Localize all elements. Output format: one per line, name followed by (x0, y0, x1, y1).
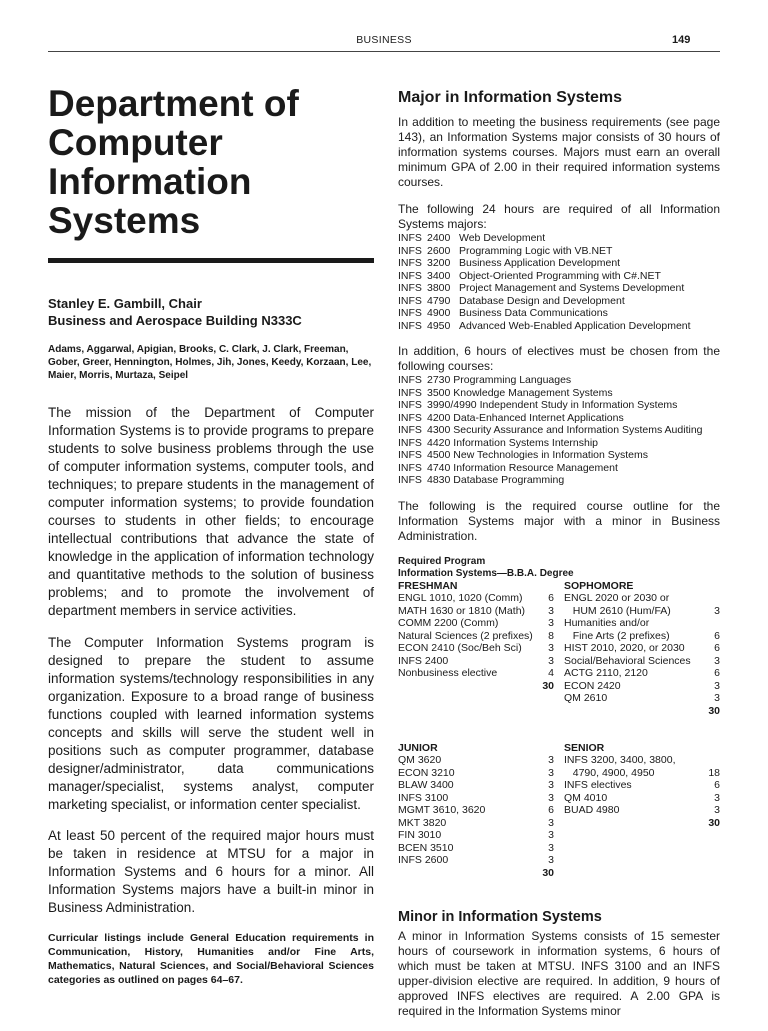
course-name: INFS 3200, 3400, 3800, (564, 754, 676, 766)
faculty-list: Adams, Aggarwal, Apigian, Brooks, C. Clark, J. Clark, Freeman, Gober, Greer, Hennington, Holmes, Jih, Jones, Keedy, Korzaan, Lee, Maier, Morris, Murtaza, Seipel (48, 344, 372, 381)
chair-block (48, 295, 374, 329)
course-hours: 3 (548, 654, 554, 667)
course-row: INFS 3400 Object-Oriented Programming with C#.NET (398, 269, 661, 282)
course-name: COMM 2200 (Comm) (398, 617, 499, 629)
course-row: INFS 4900 Business Data Communications (398, 307, 608, 319)
department-title (48, 84, 374, 240)
course-row: INFS 4420 Information Systems Internship (398, 436, 599, 449)
course-name: BLAW 3400 (398, 779, 454, 791)
course-name: 4790, 4900, 4950 (564, 766, 655, 779)
year-heading: SENIOR (564, 741, 605, 754)
course-hours: 3 (714, 654, 720, 667)
major-heading: Major in Information Systems (398, 89, 623, 106)
course-hours: 6 (714, 779, 720, 791)
course-hours-row (564, 804, 720, 817)
course-hours-row (564, 754, 720, 767)
required-course-list (398, 232, 691, 332)
header-rule (48, 51, 720, 52)
course-hours (704, 592, 720, 605)
course-hours: 3 (548, 829, 554, 841)
total-hours: 30 (708, 704, 720, 717)
course-hours-row (564, 667, 720, 680)
course-hours: 3 (714, 804, 720, 816)
year-heading: SOPHOMORE (564, 579, 634, 592)
course-name: ECON 2420 (564, 679, 621, 692)
total-hours: 30 (542, 679, 554, 692)
gen-ed-note: Curricular listings include General Education requirements in Communication, History, Humanities and/or Fine Arts, Mathematics, Natural Sciences, and Social/Behavioral Sciences categories as outlined on pages 64–67. (48, 932, 374, 986)
course-hours: 3 (548, 854, 554, 866)
elective-course-list (398, 374, 703, 487)
course-hours-row (398, 804, 554, 817)
outline-intro: The following is the required course outline for the Information Systems major with a minor in Business Administration. (398, 498, 720, 543)
course-hours-row (398, 779, 554, 792)
total-hours: 30 (542, 866, 554, 879)
course-hours: 6 (548, 804, 554, 816)
course-row: INFS 4300 Security Assurance and Information Systems Auditing (398, 424, 703, 436)
course-hours-row (564, 605, 720, 618)
course-hours-row (398, 667, 554, 680)
course-hours: 6 (548, 592, 554, 604)
minor-heading: Minor in Information Systems (398, 908, 602, 925)
required-intro: The following 24 hours are required of all Information Systems majors: (398, 202, 720, 231)
course-hours: 3 (548, 754, 554, 766)
course-name: QM 3620 (398, 754, 442, 766)
course-name: ECON 2410 (Soc/Beh Sci) (398, 642, 522, 654)
total-hours: 30 (708, 816, 720, 829)
course-hours: 3 (548, 766, 554, 779)
course-hours: 8 (548, 629, 554, 642)
mission-paragraph: The mission of the Department of Computer Information Systems is to provide programs to prepare students to solve business problems through the use of computer information systems, computer tools, and techniques; to prepare students in the management of computer information systems; to provide foundation courses to students in other fields; to encourage intellectual contributions that advance the state of knowledge in the application of information technology and quantitative methods to the solution of business problems; and to promote the involvement of department members in service activities. (48, 405, 374, 618)
course-hours-row (398, 605, 554, 618)
junior-column (398, 742, 554, 880)
page-number: 149 (672, 34, 691, 46)
course-hours-row (398, 617, 554, 630)
course-hours (704, 754, 720, 767)
year-heading: JUNIOR (398, 741, 438, 754)
year-heading: FRESHMAN (398, 579, 458, 592)
chair-office: Business and Aerospace Building N333C (48, 313, 302, 328)
course-hours-row (564, 617, 720, 630)
course-name: QM 2610 (564, 692, 608, 704)
course-name: Social/Behavioral Sciences (564, 654, 691, 667)
course-hours: 3 (714, 679, 720, 692)
course-hours: 3 (548, 816, 554, 829)
course-name: ENGL 2020 or 2030 or (564, 592, 670, 604)
course-name: FIN 3010 (398, 829, 442, 841)
electives-intro: In addition, 6 hours of electives must be chosen from the following courses: (398, 344, 720, 373)
total-row (398, 867, 554, 880)
course-hours: 18 (708, 766, 720, 779)
course-hours: 3 (548, 617, 554, 629)
title-line: Department of (48, 83, 299, 124)
course-row: INFS 2600 Programming Logic with VB.NET (398, 244, 613, 257)
year-grid-bottom (398, 742, 720, 910)
course-hours: 4 (548, 667, 554, 679)
course-hours: 6 (714, 642, 720, 654)
year-grid-top (398, 580, 720, 742)
course-hours: 3 (548, 604, 554, 617)
title-rule (48, 258, 374, 263)
course-hours-row (398, 754, 554, 767)
course-hours-row (398, 642, 554, 655)
course-hours-row (398, 630, 554, 643)
course-name: MKT 3820 (398, 816, 447, 829)
course-row: INFS 3500 Knowledge Management Systems (398, 386, 613, 399)
total-row (398, 680, 554, 693)
course-name: HIST 2010, 2020, or 2030 (564, 642, 685, 654)
right-column (398, 90, 720, 1031)
running-header-section: BUSINESS (356, 34, 412, 46)
total-row (564, 817, 720, 830)
course-name: Natural Sciences (2 prefixes) (398, 629, 533, 642)
course-name: MATH 1630 or 1810 (Math) (398, 604, 526, 617)
course-name: ECON 3210 (398, 766, 455, 779)
course-hours: 3 (714, 791, 720, 804)
course-name: ENGL 1010, 1020 (Comm) (398, 592, 523, 604)
course-name: Humanities and/or (564, 617, 650, 629)
course-name: INFS electives (564, 779, 632, 791)
course-row: INFS 4790 Database Design and Development (398, 294, 625, 307)
chair-name: Stanley E. Gambill, Chair (48, 296, 202, 311)
degree-label: Information Systems—B.B.A. Degree (398, 567, 574, 579)
course-row: INFS 4950 Advanced Web-Enabled Application Development (398, 319, 691, 332)
course-hours-row (564, 642, 720, 655)
senior-column (564, 742, 720, 830)
course-hours: 3 (714, 692, 720, 704)
course-hours: 3 (548, 779, 554, 791)
course-row: INFS 4830 Database Programming (398, 474, 565, 486)
course-hours: 3 (548, 642, 554, 654)
title-line: Information (48, 161, 252, 202)
course-name: INFS 3100 (398, 791, 449, 804)
course-name: QM 4010 (564, 791, 608, 804)
minor-text: A minor in Information Systems consists of 15 semester hours of coursework in information systems, 6 hours of which must be taken at MTSU. INFS 3100 and an INFS upper-division elective are required. In addition, 9 hours of approved INFS electives are required. A 2.00 GPA is required in the Information Systems minor (398, 928, 720, 1018)
course-name: HUM 2610 (Hum/FA) (564, 604, 671, 617)
course-hours-row (398, 829, 554, 842)
course-hours: 3 (548, 841, 554, 854)
course-row: INFS 3200 Business Application Development (398, 257, 621, 269)
course-row: INFS 4740 Information Resource Management (398, 461, 618, 474)
course-row: INFS 2730 Programming Languages (398, 374, 572, 386)
title-line: Computer (48, 122, 223, 163)
course-hours-row (398, 767, 554, 780)
course-hours-row (398, 842, 554, 855)
course-hours-row (398, 655, 554, 668)
course-hours-row (564, 792, 720, 805)
course-hours-row (564, 779, 720, 792)
course-hours-row (564, 630, 720, 643)
course-name: Nonbusiness elective (398, 667, 498, 679)
title-line: Systems (48, 200, 201, 241)
course-row: INFS 4200 Data-Enhanced Internet Applications (398, 411, 624, 424)
course-hours-row (398, 854, 554, 867)
course-hours (704, 617, 720, 630)
course-hours-row (398, 792, 554, 805)
course-row: INFS 3800 Project Management and Systems Development (398, 282, 685, 294)
sophomore-column (564, 580, 720, 718)
course-name: ACTG 2110, 2120 (564, 667, 648, 679)
program-paragraph: The Computer Information Systems program is designed to prepare the student to assume information systems/technology responsibilities in any organization. Exposure to a broad range of business functions coupled with learned information systems concepts and skills will serve the student well in positions such as computer programmer, database designer/administrator, data communications manager/specialist, systems analyst, computer marketing specialist, or information center specialist. (48, 634, 374, 812)
course-hours-row (564, 680, 720, 693)
major-intro: In addition to meeting the business requirements (see page 143), an Information Systems major consists of 30 hours of information systems courses. Majors must earn an overall minimum GPA of 2.00 in their required information systems courses. (398, 115, 720, 189)
course-row: INFS 3990/4990 Independent Study in Information Systems (398, 399, 678, 411)
course-hours-row (564, 692, 720, 705)
freshman-column (398, 580, 554, 693)
course-name: INFS 2600 (398, 854, 449, 866)
course-name: Fine Arts (2 prefixes) (564, 629, 670, 642)
course-hours: 6 (714, 667, 720, 679)
course-name: MGMT 3610, 3620 (398, 804, 486, 816)
left-column (48, 84, 374, 998)
course-hours: 6 (714, 629, 720, 642)
total-row (564, 705, 720, 718)
course-row: INFS 2400 Web Development (398, 232, 546, 244)
course-hours-row (398, 817, 554, 830)
course-row: INFS 4500 New Technologies in Information Systems (398, 449, 649, 461)
course-hours-row (398, 592, 554, 605)
course-name: INFS 2400 (398, 654, 449, 667)
course-hours-row (564, 592, 720, 605)
program-label: Required Program (398, 555, 486, 567)
residence-paragraph: At least 50 percent of the required major hours must be taken in residence at MTSU for a major in Information Systems and 6 hours for a minor. All Information Systems majors have a built-in minor in Business Administration. (48, 828, 374, 915)
course-name: BUAD 4980 (564, 804, 620, 816)
course-hours-row (564, 767, 720, 780)
course-name: BCEN 3510 (398, 841, 454, 854)
course-hours: 3 (548, 791, 554, 804)
course-hours-row (564, 655, 720, 668)
course-hours: 3 (714, 604, 720, 617)
